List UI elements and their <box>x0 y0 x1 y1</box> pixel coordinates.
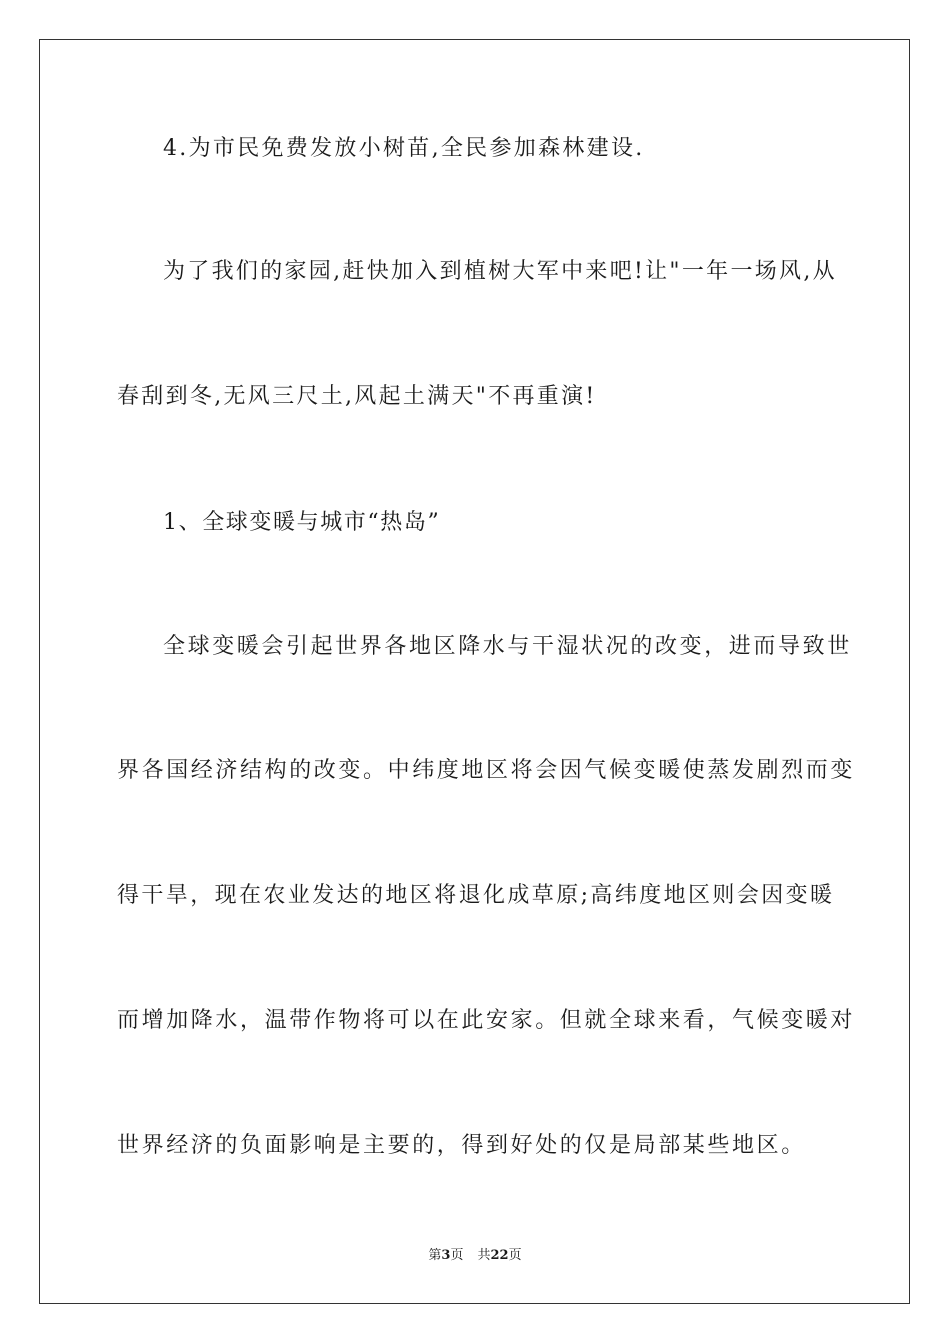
section-heading: 1、全球变暖与城市“热岛” <box>163 510 441 535</box>
paragraph-line: 得干旱，现在农业发达的地区将退化成草原;高纬度地区则会因变暖 <box>117 883 835 908</box>
page-prefix: 第 <box>428 1248 442 1263</box>
total-prefix: 共 <box>477 1248 491 1263</box>
page-number: 3 <box>441 1248 451 1263</box>
total-pages: 22 <box>490 1248 509 1263</box>
page-suffix: 页 <box>450 1248 464 1263</box>
paragraph-line: 全球变暖会引起世界各地区降水与干湿状况的改变，进而导致世 <box>163 634 852 659</box>
paragraph-line: 4.为市民免费发放小树苗,全民参加森林建设. <box>163 136 645 161</box>
paragraph-line: 为了我们的家园,赶快加入到植树大军中来吧!让"一年一场风,从 <box>163 259 837 284</box>
paragraph-line: 世界经济的负面影响是主要的，得到好处的仅是局部某些地区。 <box>117 1133 806 1158</box>
total-suffix: 页 <box>508 1248 522 1263</box>
page-border <box>39 39 910 1304</box>
paragraph-line: 界各国经济结构的改变。中纬度地区将会因气候变暖使蒸发剧烈而变 <box>117 758 856 783</box>
paragraph-line: 而增加降水，温带作物将可以在此安家。但就全球来看，气候变暖对 <box>117 1008 856 1033</box>
page-footer <box>0 1247 950 1265</box>
paragraph-line: 春刮到冬,无风三尺土,风起土满天"不再重演! <box>117 384 597 409</box>
